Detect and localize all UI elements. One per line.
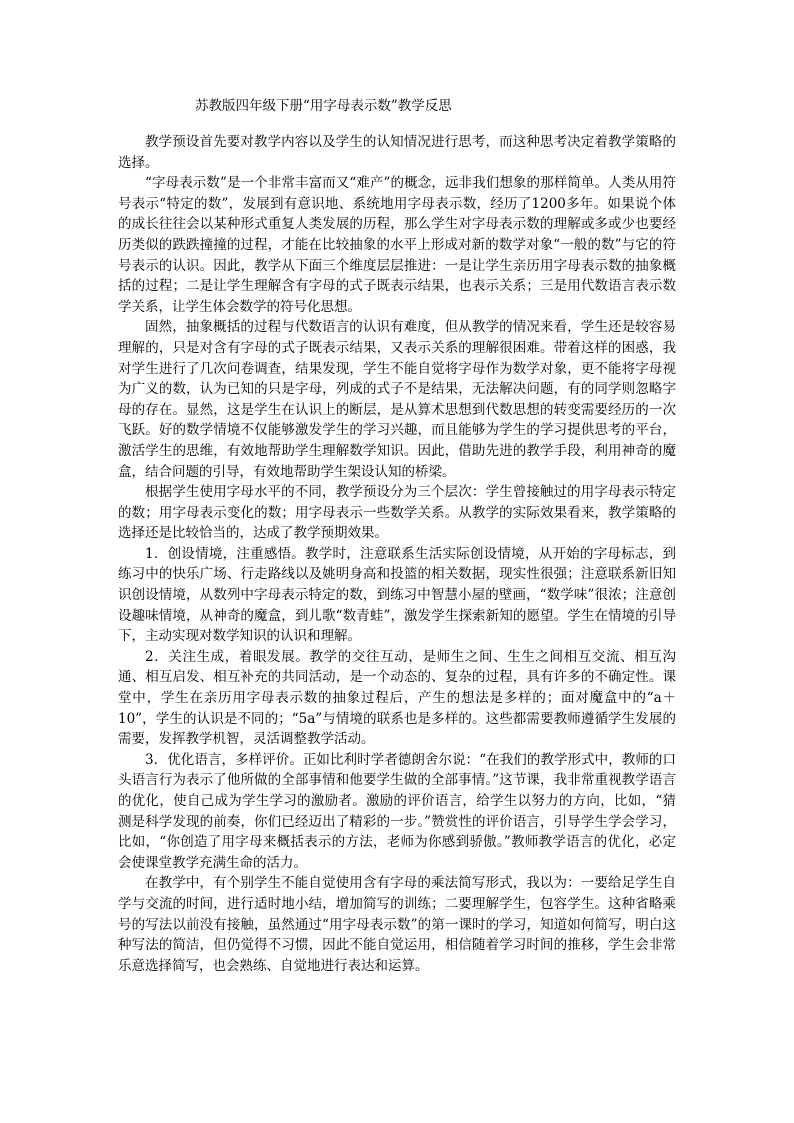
paragraph-intro: 教学预设首先要对教学内容以及学生的认知情况进行思考，而这种思考决定着教学策略的选择。 [118,134,676,171]
document-page [118,96,676,976]
paragraph-difficulty: 固然，抽象概括的过程与代数语言的认识有难度，但从教学的情况来看，学生还是较容易理解的，只是对含有字母的式子既表示结果，又表示关系的理解很困难。带着这样的困惑，我对学生进行了几次问卷调查，结果发现，学生不能自觉将字母作为数学对象，更不能将字母视为广义的数，认为已知的只是字母，列成的式子不是结果，无法解决问题，有的同学则忽略字母的存在。显然，这是学生在认识上的断层，是从算术思想到代数思想的转变需要经历的一次飞跃。好的数学情境不仅能够激发学生的学习兴趣，而且能够为学生的学习提供思考的平台，激活学生的思维，有效地帮助学生理解数学知识。因此，借助先进的教学手段，利用神奇的魔盒，结合问题的引导，有效地帮助学生架设认知的桥梁。 [118,319,676,480]
document-title: 苏教版四年级下册“用字母表示数”教学反思 [195,98,452,114]
paragraph-letter-concept: “字母表示数”是一个非常丰富而又“难产”的概念，远非我们想象的那样简单。人类从用符号表示“特定的数”，发展到有意识地、系统地用字母表示数，经历了1200多年。如果说个体的成长往往会以某种形式重复人类发展的历程，那么学生对字母表示数的理解或多或少也要经历类似的跌跌撞撞的过程，才能在比较抽象的水平上形成对新的数学对象“一般的数”与它的符号表示的认识。因此，教学从下面三个维度层层推进：一是让学生亲历用字母表示数的抽象概括的过程；二是让学生理解含有字母的式子既表示结果，也表示关系；三是用代数语言表示数学关系，让学生体会数学的符号化思想。 [118,175,676,315]
paragraph-point-3: 3．优化语言，多样评价。正如比利时学者德朗舍尔说：“在我们的教学形式中，教师的口头语言行为表示了他所做的全部事情和他要学生做的全部事情。”这节课，我非常重视教学语言的优化，使自己成为学生学习的激励者。激励的评价语言，给学生以努力的方向，比如，“猜测是科学发现的前奏，你们已经迈出了精彩的一步。”赞赏性的评价语言，引导学生学会学习，比如，“你创造了用字母来概括表示的方法，老师为你感到骄傲。”教师教学语言的优化，必定会使课堂教学充满生命的活力。 [118,751,676,871]
paragraph-point-2: 2．关注生成，着眼发展。教学的交往互动，是师生之间、生生之间相互交流、相互沟通、相互启发、相互补充的共同活动，是一个动态的、复杂的过程，具有许多的不确定性。课堂中，学生在亲历用字母表示数的抽象过程后，产生的想法是多样的；面对魔盒中的“a＋10”，学生的认识是不同的；“5a”与情境的联系也是多样的。这些都需要教师遵循学生发展的需要，发挥教学机智，灵活调整教学活动。 [118,648,676,748]
paragraph-conclusion: 在教学中，有个别学生不能自觉使用含有字母的乘法简写形式，我以为：一要给足学生自学与交流的时间，进行适时地小结，增加简写的训练；二要理解学生，包容学生。这种省略乘号的写法以前没有接触，虽然通过“用字母表示数”的第一课时的学习，知道如何简写，明白这种写法的简洁，但仍觉得不习惯，因此不能自觉运用，相信随着学习时间的推移，学生会非常乐意选择简写，也会熟练、自觉地进行表达和运算。 [118,875,676,974]
paragraph-point-1: 1．创设情境，注重感悟。教学时，注意联系生活实际创设情境，从开始的字母标志，到练习中的快乐广场、行走路线以及姚明身高和投篮的相关数据，现实性很强；注意联系新旧知识创设情境，从数列中字母表示特定的数，到练习中智慧小屋的壁画，“数学味”很浓；注意创设趣味情境，从神奇的魔盒，到儿歌“数青蛙”，激发学生探索新知的愿望。学生在情境的引导下，主动实现对数学知识的认识和理解。 [118,545,676,645]
paragraph-levels: 根据学生使用字母水平的不同，教学预设分为三个层次：学生曾接触过的用字母表示特定的数；用字母表示变化的数；用字母表示一些数学关系。从教学的实际效果看来，教学策略的选择还是比较恰当的，达成了教学预期效果。 [118,484,676,542]
